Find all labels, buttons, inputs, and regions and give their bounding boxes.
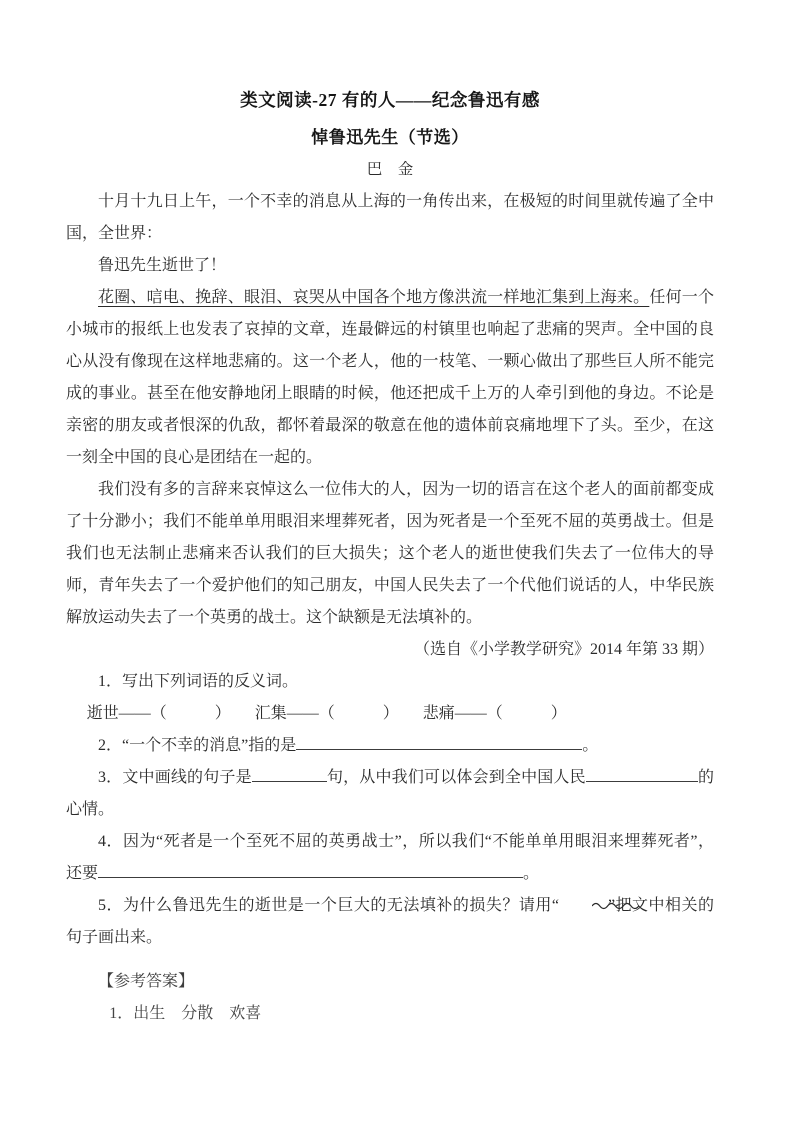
question-1-antonym-row: 逝世——（ ） 汇集——（ ） 悲痛——（ ） bbox=[86, 705, 567, 722]
question-3-line-2: 心情。 bbox=[66, 801, 115, 818]
paragraph-4: 我们没有多的言辞来哀悼这么一位伟大的人，因为一切的语言在这个老人的面前都变成了十分渺小；我们不能单单用眼泪来埋葬死者，因为死者是一个至死不屈的英勇战士。但是我们也无法制止悲痛来否认我们的巨大损失；这个老人的逝世使我们失去了一位伟大的导师，青年失去了一个爱护他们的知己朋友，中国人民失去了一个代他们说话的人，中华民族解放运动失去了一个英勇的战士。这个缺额是无法填补的。 bbox=[66, 481, 714, 626]
question-3-text-c: 的 bbox=[697, 769, 714, 786]
question-5-text-b: ”把文中相关的 bbox=[607, 897, 715, 914]
question-5-line-1 bbox=[66, 890, 714, 922]
question-3-text-b: 句，从中我们可以体会到全中国人民 bbox=[326, 769, 586, 786]
question-2-period: 。 bbox=[582, 737, 599, 754]
source-citation: （选自《小学教学研究》2014 年第 33 期） bbox=[413, 641, 714, 658]
reference-answers-header: 【参考答案】 bbox=[98, 973, 195, 990]
question-4-period: 。 bbox=[523, 865, 540, 882]
question-5-text-a: 5．为什么鲁迅先生的逝世是一个巨大的无法填补的损失？请用“ bbox=[98, 897, 559, 914]
question-3-text-a: 3．文中画线的句子是 bbox=[98, 769, 252, 786]
answer-blank-q4 bbox=[98, 863, 523, 878]
question-2 bbox=[66, 730, 714, 762]
author-name: 巴 金 bbox=[366, 161, 414, 178]
page-title: 类文阅读-27 有的人——纪念鲁迅有感 bbox=[240, 90, 540, 110]
question-3-line-1 bbox=[66, 762, 714, 794]
paragraph-3-rest: 任何一个小城市的报纸上也发表了哀掉的文章，连最僻远的村镇里也响起了悲痛的哭声。全中国的良心从没有像现在这样地悲痛的。这一个老人，他的一枝笔、一颗心做出了那些巨人所不能完成的事业。甚至在他安静地闭上眼睛的时候，他还把成千上万的人牵引到他的身边。不论是亲密的朋友或者恨深的仇敌，都怀着最深的敬意在他的遗体前哀痛地埋下了头。至少，在这一刻全中国的良心是团结在一起的。 bbox=[66, 289, 714, 466]
answer-blank-q2 bbox=[296, 735, 582, 750]
question-4-line-1: 4．因为“死者是一个至死不屈的英勇战士”，所以我们“不能单单用眼泪来埋葬死者”， bbox=[98, 833, 714, 850]
answer-item-1: 1．出生 分散 欢喜 bbox=[109, 1005, 262, 1022]
question-5-line-2: 句子画出来。 bbox=[66, 929, 163, 946]
reference-answers-section bbox=[66, 966, 714, 1030]
paragraph-3 bbox=[66, 282, 714, 474]
paragraph-1: 十月十九日上午，一个不幸的消息从上海的一角传出来，在极短的时间里就传遍了全中国，全世界： bbox=[66, 193, 714, 242]
question-4-line-2 bbox=[66, 858, 714, 890]
question-1-stem: 1．写出下列词语的反义词。 bbox=[98, 673, 299, 690]
underlined-sentence: 花圈、唁电、挽辞、眼泪、哀哭从中国各个地方像洪流一样地汇集到上海来。 bbox=[98, 289, 650, 306]
wavy-underline-icon bbox=[560, 890, 607, 902]
paragraph-2: 鲁迅先生逝世了！ bbox=[98, 257, 227, 274]
answer-blank-q3-a bbox=[252, 767, 327, 782]
article-title: 悼鲁迅先生（节选） bbox=[311, 128, 469, 147]
answer-blank-q3-b bbox=[586, 767, 698, 782]
question-4-text: 还要 bbox=[66, 865, 99, 882]
question-2-text: 2．“一个不幸的消息”指的是 bbox=[98, 737, 297, 754]
